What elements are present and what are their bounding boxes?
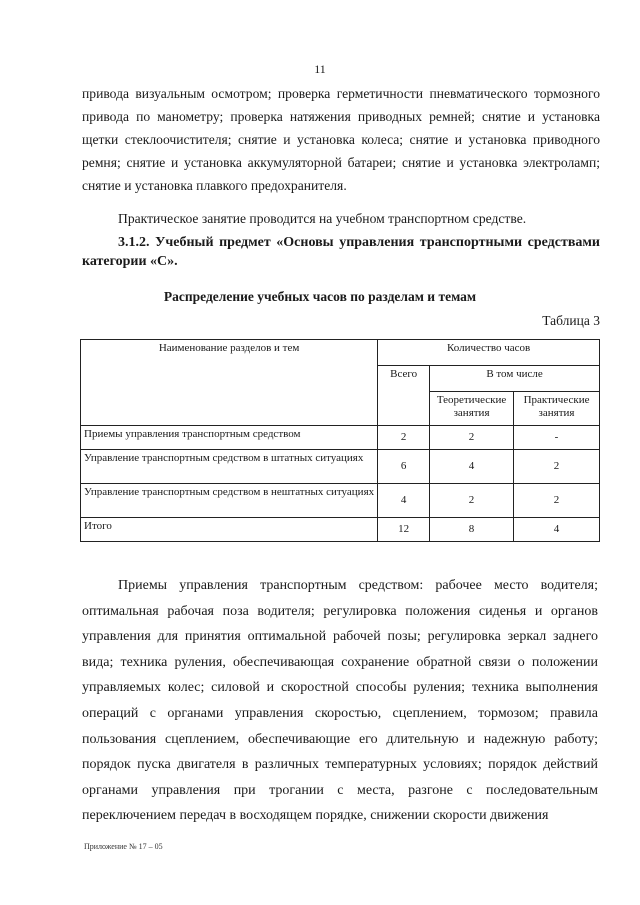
- row-theory: 4: [430, 450, 514, 484]
- page-number: 11: [314, 62, 326, 76]
- table-row-total: [81, 518, 600, 542]
- row-total: 4: [378, 484, 430, 518]
- table-title: Распределение учебных часов по разделам и темам: [163, 289, 477, 304]
- table-row: [81, 450, 600, 484]
- row-practice: 2: [514, 484, 600, 518]
- intro-paragraph: привода визуальным осмотром; проверка герметичности пневматического тормозного привода по манометру; проверка натяжения приводных ремней; снятие и установка щетки стеклоочистителя; снятие и установка колеса; снятие и установка приводного ремня; снятие и установка аккумуляторной батареи; снятие и установка электроламп; снятие и установка плавкого предохранителя.: [82, 86, 600, 193]
- header-practice: Практические занятия: [514, 392, 600, 426]
- row-practice: -: [514, 426, 600, 450]
- row-practice: 2: [514, 450, 600, 484]
- header-total: Всего: [378, 366, 430, 426]
- footer-note: Приложение № 17 – 05: [84, 842, 163, 851]
- row-theory: 2: [430, 484, 514, 518]
- row-theory: 8: [430, 518, 514, 542]
- row-practice: 4: [514, 518, 600, 542]
- row-total: 2: [378, 426, 430, 450]
- table-row: [81, 426, 600, 450]
- row-name: Управление транспортным средством в нештатных ситуациях: [81, 484, 378, 518]
- table-label: Таблица 3: [542, 313, 600, 328]
- practical-note: Практическое занятие проводится на учебном транспортном средстве.: [118, 211, 527, 226]
- table-row: [81, 484, 600, 518]
- header-section-name: Наименование разделов и тем: [81, 340, 378, 426]
- row-name: Управление транспортным средством в штатных ситуациях: [81, 450, 378, 484]
- row-name: Приемы управления транспортным средством: [81, 426, 378, 450]
- hours-table: [80, 339, 600, 542]
- header-theory: Теоретические занятия: [430, 392, 514, 426]
- subsection-heading: 3.1.2. Учебный предмет «Основы управления транспортными средствами категории «С».: [82, 235, 600, 269]
- row-name: Итого: [81, 518, 378, 542]
- row-total: 12: [378, 518, 430, 542]
- header-hours: Количество часов: [378, 340, 600, 366]
- header-including: В том числе: [430, 366, 600, 392]
- body-paragraph: Приемы управления транспортным средством: рабочее место водителя; оптимальная рабочая поза водителя; регулировка положения сиденья и органов управления для принятия оптимальной рабочей позы; регулировка зеркал заднего вида; техника руления, обеспечивающая сохранение обратной связи о положении управляемых колес; силовой и скоростной способы руления; техника выполнения операций с органами управления скоростью, сцеплением, тормозом; правила пользования сцеплением, обеспечивающие его длительную и надежную работу; порядок пуска двигателя в различных температурных условиях; порядок действий органами управления при трогании с места, разгоне с последовательным переключением передач в восходящем порядке, снижении скорости движения: [82, 578, 598, 824]
- row-theory: 2: [430, 426, 514, 450]
- row-total: 6: [378, 450, 430, 484]
